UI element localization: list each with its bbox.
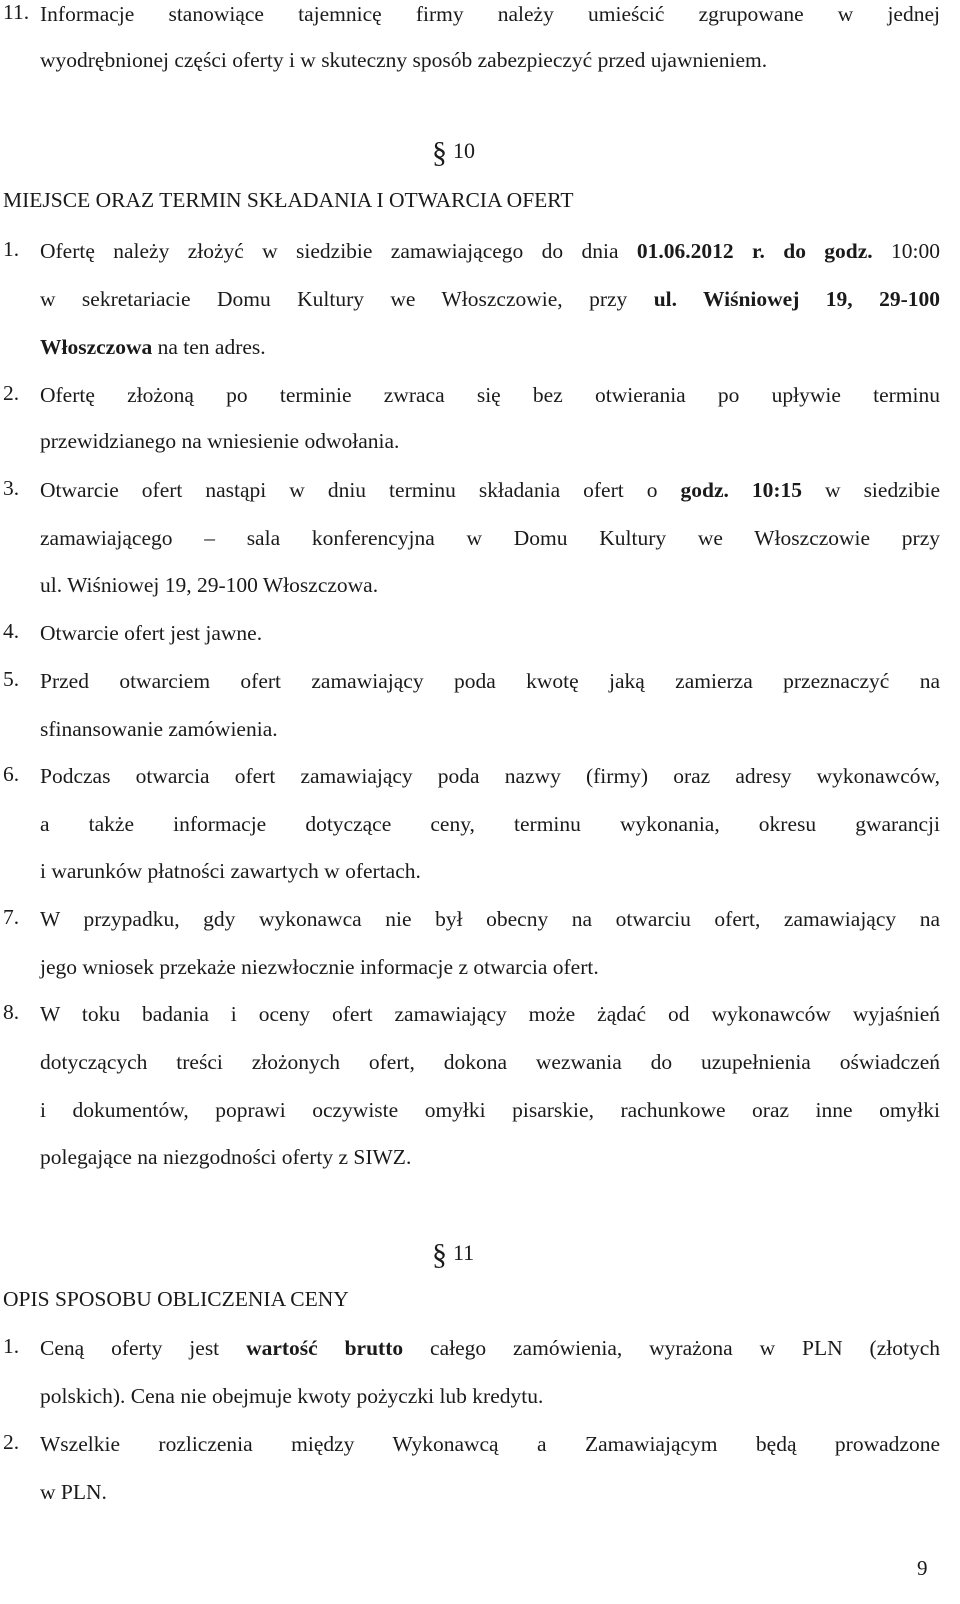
item-text-line: przewidzianego na wniesienie odwołania. bbox=[40, 429, 400, 453]
item-text-line: Włoszczowa na ten adres. bbox=[40, 335, 266, 359]
item-number: 2. bbox=[3, 381, 20, 405]
item-text-line: Ofertę złożoną po terminie zwraca się bez otwierania po upływie terminu bbox=[40, 383, 940, 407]
item-text-line: W przypadku, gdy wykonawca nie był obecny na otwarciu ofert, zamawiający na bbox=[40, 907, 940, 931]
item-text-line: dotyczących treści złożonych ofert, dokona wezwania do uzupełnienia oświadczeń bbox=[40, 1050, 940, 1074]
section-heading-number: § 11 bbox=[432, 1238, 475, 1271]
item-number: 2. bbox=[3, 1430, 20, 1454]
item-text-line: w PLN. bbox=[40, 1480, 107, 1504]
section-title: OPIS SPOSOBU OBLICZENIA CENY bbox=[3, 1287, 349, 1311]
item-text-line: i dokumentów, poprawi oczywiste omyłki pisarskie, rachunkowe oraz inne omyłki bbox=[40, 1098, 940, 1122]
item-text-line: jego wniosek przekaże niezwłocznie informacje z otwarcia ofert. bbox=[40, 955, 599, 979]
item-number: 11. bbox=[3, 0, 30, 24]
item-number: 6. bbox=[3, 762, 20, 786]
item-text-line: Informacje stanowiące tajemnicę firmy należy umieścić zgrupowane w jednej bbox=[40, 2, 940, 26]
item-number: 5. bbox=[3, 667, 20, 691]
item-number: 1. bbox=[3, 1334, 20, 1358]
item-text-line: Otwarcie ofert jest jawne. bbox=[40, 621, 263, 645]
item-text-line: Ceną oferty jest wartość brutto całego zamówienia, wyrażona w PLN (złotych bbox=[40, 1336, 940, 1360]
item-number: 3. bbox=[3, 476, 20, 500]
section-title: MIEJSCE ORAZ TERMIN SKŁADANIA I OTWARCIA OFERT bbox=[3, 188, 574, 212]
item-text-line: polskich). Cena nie obejmuje kwoty pożyczki lub kredytu. bbox=[40, 1384, 544, 1408]
item-number: 4. bbox=[3, 619, 20, 643]
item-text-line: wyodrębnionej części oferty i w skuteczny sposób zabezpieczyć przed ujawnieniem. bbox=[40, 48, 768, 72]
section-sign-icon: § bbox=[432, 1238, 447, 1271]
item-text-line: a także informacje dotyczące ceny, terminu wykonania, okresu gwarancji bbox=[40, 812, 940, 836]
item-text-line: zamawiającego – sala konferencyjna w Domu Kultury we Włoszczowie przy bbox=[40, 526, 940, 550]
item-text-line: sfinansowanie zamówienia. bbox=[40, 717, 278, 741]
item-text-line: Wszelkie rozliczenia między Wykonawcą a Zamawiającym będą prowadzone bbox=[40, 1432, 940, 1456]
page-number: 9 bbox=[917, 1556, 928, 1580]
item-text-line: W toku badania i oceny ofert zamawiający może żądać od wykonawców wyjaśnień bbox=[40, 1002, 940, 1026]
item-text-line: Podczas otwarcia ofert zamawiający poda nazwy (firmy) oraz adresy wykonawców, bbox=[40, 764, 940, 788]
item-text-line: Przed otwarciem ofert zamawiający poda kwotę jaką zamierza przeznaczyć na bbox=[40, 669, 940, 693]
item-text-line: ul. Wiśniowej 19, 29-100 Włoszczowa. bbox=[40, 573, 379, 597]
item-text-line: w sekretariacie Domu Kultury we Włoszczowie, przy ul. Wiśniowej 19, 29-100 bbox=[40, 287, 940, 311]
item-text-line: Ofertę należy złożyć w siedzibie zamawiającego do dnia 01.06.2012 r. do godz. 10:00 bbox=[40, 239, 940, 263]
section-heading-number: § 10 bbox=[432, 136, 475, 169]
item-text-line: i warunków płatności zawartych w ofertach. bbox=[40, 859, 421, 883]
item-number: 8. bbox=[3, 1000, 20, 1024]
item-number: 7. bbox=[3, 905, 20, 929]
item-text-line: polegające na niezgodności oferty z SIWZ. bbox=[40, 1145, 412, 1169]
item-text-line: Otwarcie ofert nastąpi w dniu terminu składania ofert o godz. 10:15 w siedzibie bbox=[40, 478, 940, 502]
item-number: 1. bbox=[3, 237, 20, 261]
section-sign-icon: § bbox=[432, 136, 447, 169]
